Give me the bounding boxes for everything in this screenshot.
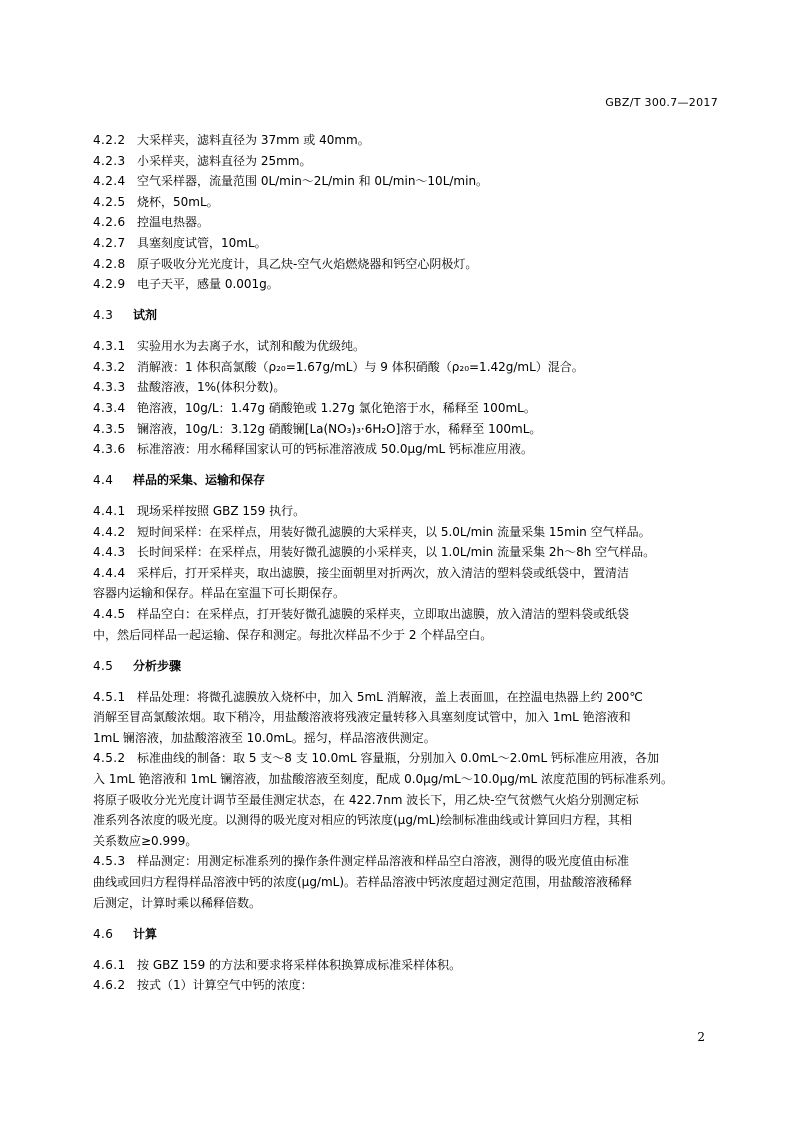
clause-text: 按式（1）计算空气中钙的浓度：: [137, 978, 313, 993]
clause-number: 4.2.9: [93, 277, 126, 292]
section-title: 计算: [133, 926, 158, 941]
clause-4-5-2: [93, 748, 705, 769]
section-heading-sampling: [93, 470, 705, 491]
clause-4-2-5: [93, 192, 705, 213]
clause-number: 4.6.2: [93, 978, 126, 993]
clause-number: 4.5.2: [93, 751, 126, 766]
clause-number: 4.3.6: [93, 442, 126, 457]
clause-4-2-7: [93, 233, 705, 254]
clause-4-3-4: [93, 398, 705, 419]
section-number: 4.4: [93, 473, 114, 488]
clause-text: 盐酸溶液，1%(体积分数)。: [137, 380, 286, 395]
section-heading-calculation: [93, 924, 705, 945]
clause-text: 将原子吸收分光光度计调节至最佳测定状态，在 422.7nm 波长下，用乙炔-空气贫燃气火焰分别测定标: [93, 792, 639, 807]
clause-4-5-1-cont: [93, 728, 705, 749]
clause-text: 后测定，计算时乘以稀释倍数。: [93, 895, 262, 910]
clause-4-5-2-cont: [93, 810, 705, 831]
clause-text: 样品测定：用测定标准系列的操作条件测定样品溶液和样品空白溶液，测得的吸光度值由标准: [137, 854, 630, 869]
clause-text: 1mL 镧溶液，加盐酸溶液至 10.0mL。摇匀，样品溶液供测定。: [93, 730, 436, 745]
clause-4-4-5: [93, 604, 705, 625]
clause-4-5-2-cont: [93, 769, 705, 790]
section-heading-analysis: [93, 656, 705, 677]
section-number: 4.3: [93, 308, 114, 323]
document-body: [93, 130, 705, 996]
clause-4-4-5-cont: [93, 625, 705, 646]
clause-number: 4.2.2: [93, 133, 126, 147]
clause-text: 消解液：1 体积高氯酸（ρ₂₀=1.67g/mL）与 9 体积硝酸（ρ₂₀=1.42g/mL）混合。: [137, 359, 584, 374]
clause-text: 烧杯，50mL。: [137, 194, 219, 209]
clause-4-6-2: [93, 975, 705, 996]
calculation-list: [93, 955, 705, 996]
clause-text: 关系数应≥0.999。: [93, 833, 198, 848]
clause-4-2-9: [93, 274, 705, 295]
clause-number: 4.6.1: [93, 957, 126, 972]
clause-4-5-1: [93, 687, 705, 708]
clause-4-2-3: [93, 151, 705, 172]
clause-4-2-2: [93, 130, 705, 151]
standard-code: GBZ/T 300.7—2017: [605, 96, 718, 109]
clause-4-5-3-cont: [93, 893, 705, 914]
clause-number: 4.3.1: [93, 339, 126, 354]
clause-text: 按 GBZ 159 的方法和要求将采样体积换算成标准采样体积。: [137, 957, 462, 972]
clause-text: 中，然后同样品一起运输、保存和测定。每批次样品不少于 2 个样品空白。: [93, 627, 493, 642]
section-title: 样品的采集、运输和保存: [133, 473, 266, 488]
clause-number: 4.4.5: [93, 607, 126, 622]
clause-4-5-2-cont: [93, 790, 705, 811]
clause-text: 小采样夹，滤料直径为 25mm。: [137, 153, 312, 168]
clause-number: 4.2.6: [93, 215, 126, 230]
clause-4-4-1: [93, 501, 705, 522]
section-title: 分析步骤: [133, 658, 182, 673]
reagents-list: [93, 336, 705, 460]
clause-4-3-1: [93, 336, 705, 357]
sampling-list: [93, 501, 705, 645]
section-title: 试剂: [133, 308, 158, 323]
clause-number: 4.2.4: [93, 174, 126, 189]
clause-text: 曲线或回归方程得样品溶液中钙的浓度(μg/mL)。若样品溶液中钙浓度超过测定范围，用盐酸溶液稀释: [93, 874, 633, 889]
clause-4-4-4: [93, 563, 705, 584]
clause-text: 采样后，打开采样夹，取出滤膜，接尘面朝里对折两次，放入清洁的塑料袋或纸袋中，置清洁: [137, 565, 630, 580]
section-heading-reagents: [93, 305, 705, 326]
clause-4-2-8: [93, 254, 705, 275]
clause-4-5-1-cont: [93, 707, 705, 728]
clause-text: 短时间采样：在采样点，用装好微孔滤膜的大采样夹，以 5.0L/min 流量采集 15min 空气样品。: [137, 524, 651, 539]
clause-text: 电子天平，感量 0.001g。: [137, 277, 279, 292]
clause-number: 4.4.2: [93, 524, 126, 539]
clause-4-2-4: [93, 171, 705, 192]
clause-text: 长时间采样：在采样点，用装好微孔滤膜的小采样夹，以 1.0L/min 流量采集 2h～8h 空气样品。: [137, 545, 656, 560]
clause-4-4-4-cont: [93, 583, 705, 604]
clause-text: 标准曲线的制备：取 5 支～8 支 10.0mL 容量瓶，分别加入 0.0mL～2.0mL 钙标准应用液，各加: [137, 751, 659, 766]
page-number: 2: [697, 1030, 705, 1044]
clause-text: 入 1mL 铯溶液和 1mL 镧溶液，加盐酸溶液至刻度，配成 0.0μg/mL～10.0μg/mL 浓度范围的钙标准系列。: [93, 771, 674, 786]
equipment-list: [93, 130, 705, 295]
clause-text: 消解至冒高氯酸浓烟。取下稍冷，用盐酸溶液将残液定量转移入具塞刻度试管中，加入 1mL 铯溶液和: [93, 710, 631, 725]
clause-text: 现场采样按照 GBZ 159 执行。: [137, 504, 306, 519]
clause-4-6-1: [93, 955, 705, 976]
clause-text: 铯溶液，10g/L：1.47g 硝酸铯或 1.27g 氯化铯溶于水，稀释至 100mL。: [137, 400, 536, 415]
clause-text: 样品处理：将微孔滤膜放入烧杯中，加入 5mL 消解液，盖上表面皿，在控温电热器上约 200℃: [137, 689, 643, 704]
clause-number: 4.3.5: [93, 421, 126, 436]
clause-text: 标准溶液：用水稀释国家认可的钙标准溶液成 50.0μg/mL 钙标准应用液。: [137, 442, 534, 457]
clause-text: 具塞刻度试管，10mL。: [137, 235, 267, 250]
clause-text: 实验用水为去离子水，试剂和酸为优级纯。: [137, 339, 366, 354]
clause-4-5-3: [93, 851, 705, 872]
clause-number: 4.2.3: [93, 153, 126, 168]
clause-4-3-3: [93, 377, 705, 398]
clause-number: 4.2.8: [93, 256, 126, 271]
clause-number: 4.2.5: [93, 194, 126, 209]
clause-number: 4.5.1: [93, 689, 126, 704]
clause-text: 准系列各浓度的吸光度。以测得的吸光度对相应的钙浓度(μg/mL)绘制标准曲线或计算回归方程，其相: [93, 813, 633, 828]
clause-number: 4.5.3: [93, 854, 126, 869]
analysis-list: [93, 687, 705, 914]
clause-number: 4.4.1: [93, 504, 126, 519]
clause-4-5-2-cont: [93, 831, 705, 852]
clause-text: 大采样夹，滤料直径为 37mm 或 40mm。: [137, 133, 370, 147]
clause-text: 原子吸收分光光度计，具乙炔-空气火焰燃烧器和钙空心阴极灯。: [137, 256, 478, 271]
section-number: 4.5: [93, 658, 114, 673]
section-number: 4.6: [93, 926, 114, 941]
clause-4-4-2: [93, 522, 705, 543]
clause-4-2-6: [93, 212, 705, 233]
clause-number: 4.4.4: [93, 565, 126, 580]
clause-4-4-3: [93, 542, 705, 563]
clause-text: 样品空白：在采样点，打开装好微孔滤膜的采样夹，立即取出滤膜，放入清洁的塑料袋或纸袋: [137, 607, 630, 622]
clause-text: 镧溶液，10g/L：3.12g 硝酸镧[La(NO₃)₃·6H₂O]溶于水，稀释至 100mL。: [137, 421, 542, 436]
clause-4-5-3-cont: [93, 872, 705, 893]
clause-number: 4.3.4: [93, 400, 126, 415]
clause-4-3-5: [93, 419, 705, 440]
clause-text: 控温电热器。: [137, 215, 210, 230]
clause-number: 4.4.3: [93, 545, 126, 560]
clause-4-3-6: [93, 439, 705, 460]
clause-text: 容器内运输和保存。样品在室温下可长期保存。: [93, 586, 346, 601]
clause-4-3-2: [93, 357, 705, 378]
clause-number: 4.3.2: [93, 359, 126, 374]
clause-text: 空气采样器，流量范围 0L/min～2L/min 和 0L/min～10L/min。: [137, 174, 489, 189]
clause-number: 4.2.7: [93, 235, 126, 250]
clause-number: 4.3.3: [93, 380, 126, 395]
